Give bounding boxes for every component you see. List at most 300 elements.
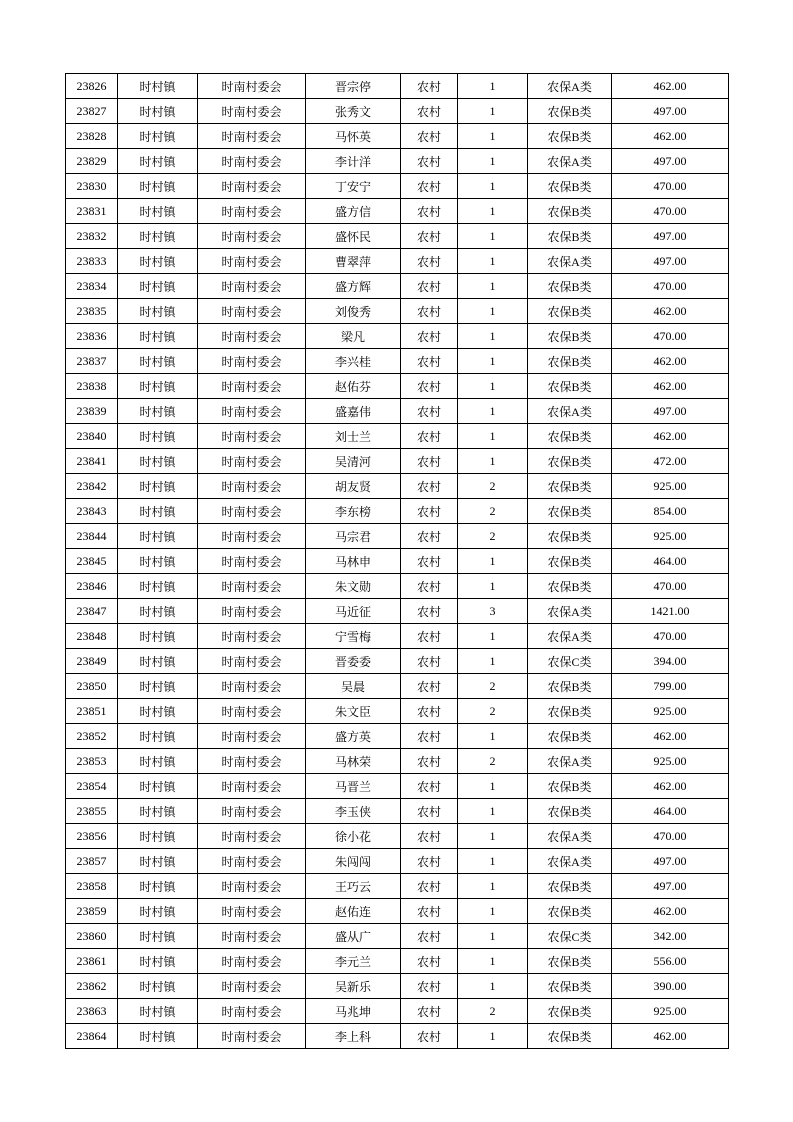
pension-table xyxy=(65,73,729,1049)
cell-amount: 799.00 xyxy=(612,674,729,699)
cell-id: 23852 xyxy=(66,724,118,749)
table-row xyxy=(66,74,729,99)
cell-category: 农村 xyxy=(401,149,458,174)
cell-category: 农村 xyxy=(401,199,458,224)
cell-insurance-type: 农保B类 xyxy=(528,974,612,999)
cell-name: 吴新乐 xyxy=(306,974,401,999)
cell-insurance-type: 农保B类 xyxy=(528,474,612,499)
cell-village: 时南村委会 xyxy=(198,924,306,949)
table-row xyxy=(66,824,729,849)
cell-town: 时村镇 xyxy=(118,899,198,924)
cell-village: 时南村委会 xyxy=(198,499,306,524)
cell-category: 农村 xyxy=(401,899,458,924)
cell-id: 23847 xyxy=(66,599,118,624)
cell-name: 晋宗停 xyxy=(306,74,401,99)
cell-count: 1 xyxy=(458,974,528,999)
cell-category: 农村 xyxy=(401,599,458,624)
cell-town: 时村镇 xyxy=(118,299,198,324)
cell-town: 时村镇 xyxy=(118,699,198,724)
cell-name: 李玉侠 xyxy=(306,799,401,824)
cell-insurance-type: 农保B类 xyxy=(528,449,612,474)
table-row xyxy=(66,974,729,999)
cell-village: 时南村委会 xyxy=(198,424,306,449)
cell-count: 1 xyxy=(458,274,528,299)
cell-category: 农村 xyxy=(401,424,458,449)
cell-insurance-type: 农保A类 xyxy=(528,399,612,424)
cell-amount: 470.00 xyxy=(612,624,729,649)
cell-amount: 462.00 xyxy=(612,424,729,449)
cell-village: 时南村委会 xyxy=(198,799,306,824)
cell-name: 李兴桂 xyxy=(306,349,401,374)
cell-id: 23851 xyxy=(66,699,118,724)
cell-town: 时村镇 xyxy=(118,74,198,99)
cell-village: 时南村委会 xyxy=(198,599,306,624)
cell-id: 23855 xyxy=(66,799,118,824)
cell-category: 农村 xyxy=(401,249,458,274)
cell-amount: 497.00 xyxy=(612,149,729,174)
cell-village: 时南村委会 xyxy=(198,974,306,999)
table-row xyxy=(66,999,729,1024)
cell-count: 1 xyxy=(458,1024,528,1049)
cell-category: 农村 xyxy=(401,824,458,849)
table-row xyxy=(66,624,729,649)
cell-town: 时村镇 xyxy=(118,674,198,699)
cell-id: 23836 xyxy=(66,324,118,349)
cell-amount: 462.00 xyxy=(612,1024,729,1049)
cell-name: 晋委委 xyxy=(306,649,401,674)
cell-town: 时村镇 xyxy=(118,424,198,449)
table-row xyxy=(66,499,729,524)
cell-amount: 925.00 xyxy=(612,999,729,1024)
cell-count: 1 xyxy=(458,849,528,874)
cell-town: 时村镇 xyxy=(118,574,198,599)
cell-name: 徐小花 xyxy=(306,824,401,849)
table-row xyxy=(66,224,729,249)
cell-count: 1 xyxy=(458,574,528,599)
cell-village: 时南村委会 xyxy=(198,374,306,399)
cell-category: 农村 xyxy=(401,99,458,124)
cell-name: 马林申 xyxy=(306,549,401,574)
cell-insurance-type: 农保B类 xyxy=(528,224,612,249)
table-row xyxy=(66,849,729,874)
cell-name: 刘俊秀 xyxy=(306,299,401,324)
cell-amount: 390.00 xyxy=(612,974,729,999)
cell-name: 张秀文 xyxy=(306,99,401,124)
cell-id: 23856 xyxy=(66,824,118,849)
cell-count: 1 xyxy=(458,724,528,749)
cell-town: 时村镇 xyxy=(118,149,198,174)
cell-insurance-type: 农保B类 xyxy=(528,299,612,324)
cell-category: 农村 xyxy=(401,999,458,1024)
table-row xyxy=(66,574,729,599)
cell-name: 丁安宁 xyxy=(306,174,401,199)
cell-insurance-type: 农保B类 xyxy=(528,999,612,1024)
table-row xyxy=(66,899,729,924)
cell-category: 农村 xyxy=(401,649,458,674)
cell-count: 2 xyxy=(458,674,528,699)
cell-category: 农村 xyxy=(401,624,458,649)
cell-name: 盛方辉 xyxy=(306,274,401,299)
cell-village: 时南村委会 xyxy=(198,299,306,324)
cell-town: 时村镇 xyxy=(118,249,198,274)
cell-id: 23846 xyxy=(66,574,118,599)
cell-insurance-type: 农保B类 xyxy=(528,424,612,449)
cell-insurance-type: 农保B类 xyxy=(528,374,612,399)
table-row xyxy=(66,124,729,149)
cell-insurance-type: 农保B类 xyxy=(528,199,612,224)
cell-town: 时村镇 xyxy=(118,849,198,874)
cell-amount: 470.00 xyxy=(612,824,729,849)
cell-insurance-type: 农保A类 xyxy=(528,849,612,874)
cell-village: 时南村委会 xyxy=(198,649,306,674)
cell-id: 23849 xyxy=(66,649,118,674)
cell-village: 时南村委会 xyxy=(198,524,306,549)
cell-amount: 462.00 xyxy=(612,899,729,924)
cell-id: 23857 xyxy=(66,849,118,874)
cell-insurance-type: 农保A类 xyxy=(528,824,612,849)
table-row xyxy=(66,149,729,174)
cell-count: 1 xyxy=(458,824,528,849)
cell-name: 吴清河 xyxy=(306,449,401,474)
cell-name: 马怀英 xyxy=(306,124,401,149)
cell-category: 农村 xyxy=(401,324,458,349)
cell-category: 农村 xyxy=(401,774,458,799)
cell-count: 1 xyxy=(458,799,528,824)
cell-amount: 464.00 xyxy=(612,799,729,824)
cell-insurance-type: 农保B类 xyxy=(528,124,612,149)
cell-id: 23834 xyxy=(66,274,118,299)
table-row xyxy=(66,599,729,624)
cell-village: 时南村委会 xyxy=(198,624,306,649)
cell-name: 李计洋 xyxy=(306,149,401,174)
cell-insurance-type: 农保B类 xyxy=(528,174,612,199)
cell-village: 时南村委会 xyxy=(198,874,306,899)
cell-category: 农村 xyxy=(401,524,458,549)
cell-amount: 394.00 xyxy=(612,649,729,674)
cell-town: 时村镇 xyxy=(118,799,198,824)
cell-insurance-type: 农保B类 xyxy=(528,499,612,524)
cell-name: 王巧云 xyxy=(306,874,401,899)
cell-town: 时村镇 xyxy=(118,649,198,674)
cell-amount: 462.00 xyxy=(612,349,729,374)
cell-amount: 462.00 xyxy=(612,299,729,324)
cell-village: 时南村委会 xyxy=(198,124,306,149)
cell-village: 时南村委会 xyxy=(198,349,306,374)
cell-amount: 497.00 xyxy=(612,874,729,899)
cell-amount: 497.00 xyxy=(612,99,729,124)
cell-count: 1 xyxy=(458,249,528,274)
cell-id: 23844 xyxy=(66,524,118,549)
cell-amount: 462.00 xyxy=(612,124,729,149)
cell-amount: 470.00 xyxy=(612,574,729,599)
cell-id: 23858 xyxy=(66,874,118,899)
cell-village: 时南村委会 xyxy=(198,74,306,99)
cell-town: 时村镇 xyxy=(118,999,198,1024)
table-row xyxy=(66,549,729,574)
cell-count: 1 xyxy=(458,399,528,424)
cell-amount: 497.00 xyxy=(612,849,729,874)
table-row xyxy=(66,449,729,474)
cell-name: 马宗君 xyxy=(306,524,401,549)
cell-id: 23842 xyxy=(66,474,118,499)
cell-amount: 925.00 xyxy=(612,474,729,499)
cell-town: 时村镇 xyxy=(118,274,198,299)
cell-count: 1 xyxy=(458,74,528,99)
table-row xyxy=(66,924,729,949)
cell-id: 23863 xyxy=(66,999,118,1024)
table-row xyxy=(66,274,729,299)
table-row xyxy=(66,424,729,449)
cell-count: 1 xyxy=(458,149,528,174)
cell-insurance-type: 农保B类 xyxy=(528,674,612,699)
cell-name: 盛方英 xyxy=(306,724,401,749)
cell-insurance-type: 农保B类 xyxy=(528,949,612,974)
cell-id: 23850 xyxy=(66,674,118,699)
cell-count: 2 xyxy=(458,999,528,1024)
table-body xyxy=(66,74,729,1049)
cell-town: 时村镇 xyxy=(118,399,198,424)
cell-insurance-type: 农保A类 xyxy=(528,624,612,649)
cell-name: 马林荣 xyxy=(306,749,401,774)
cell-category: 农村 xyxy=(401,349,458,374)
cell-count: 2 xyxy=(458,524,528,549)
cell-village: 时南村委会 xyxy=(198,174,306,199)
cell-amount: 462.00 xyxy=(612,724,729,749)
cell-name: 宁雪梅 xyxy=(306,624,401,649)
cell-town: 时村镇 xyxy=(118,99,198,124)
cell-id: 23845 xyxy=(66,549,118,574)
table-row xyxy=(66,299,729,324)
cell-insurance-type: 农保B类 xyxy=(528,899,612,924)
cell-category: 农村 xyxy=(401,124,458,149)
cell-village: 时南村委会 xyxy=(198,199,306,224)
cell-insurance-type: 农保A类 xyxy=(528,599,612,624)
cell-category: 农村 xyxy=(401,699,458,724)
cell-village: 时南村委会 xyxy=(198,274,306,299)
cell-id: 23827 xyxy=(66,99,118,124)
cell-id: 23854 xyxy=(66,774,118,799)
cell-count: 1 xyxy=(458,549,528,574)
cell-id: 23864 xyxy=(66,1024,118,1049)
cell-category: 农村 xyxy=(401,174,458,199)
table-row xyxy=(66,749,729,774)
cell-village: 时南村委会 xyxy=(198,224,306,249)
cell-insurance-type: 农保B类 xyxy=(528,799,612,824)
cell-id: 23826 xyxy=(66,74,118,99)
cell-category: 农村 xyxy=(401,299,458,324)
cell-town: 时村镇 xyxy=(118,599,198,624)
table-row xyxy=(66,799,729,824)
cell-id: 23839 xyxy=(66,399,118,424)
cell-count: 1 xyxy=(458,124,528,149)
cell-village: 时南村委会 xyxy=(198,899,306,924)
cell-category: 农村 xyxy=(401,274,458,299)
cell-insurance-type: 农保B类 xyxy=(528,349,612,374)
cell-count: 1 xyxy=(458,349,528,374)
cell-count: 2 xyxy=(458,499,528,524)
cell-insurance-type: 农保A类 xyxy=(528,249,612,274)
cell-insurance-type: 农保A类 xyxy=(528,749,612,774)
table-row xyxy=(66,349,729,374)
cell-town: 时村镇 xyxy=(118,374,198,399)
cell-town: 时村镇 xyxy=(118,824,198,849)
table-row xyxy=(66,199,729,224)
cell-amount: 342.00 xyxy=(612,924,729,949)
cell-insurance-type: 农保B类 xyxy=(528,1024,612,1049)
cell-amount: 1421.00 xyxy=(612,599,729,624)
table-row xyxy=(66,1024,729,1049)
cell-id: 23838 xyxy=(66,374,118,399)
cell-count: 1 xyxy=(458,324,528,349)
cell-category: 农村 xyxy=(401,949,458,974)
cell-count: 1 xyxy=(458,374,528,399)
cell-name: 马晋兰 xyxy=(306,774,401,799)
cell-count: 1 xyxy=(458,299,528,324)
cell-insurance-type: 农保B类 xyxy=(528,699,612,724)
cell-count: 2 xyxy=(458,699,528,724)
cell-village: 时南村委会 xyxy=(198,749,306,774)
cell-amount: 470.00 xyxy=(612,199,729,224)
cell-count: 3 xyxy=(458,599,528,624)
cell-village: 时南村委会 xyxy=(198,999,306,1024)
cell-amount: 462.00 xyxy=(612,74,729,99)
cell-town: 时村镇 xyxy=(118,349,198,374)
table-row xyxy=(66,174,729,199)
cell-town: 时村镇 xyxy=(118,499,198,524)
cell-amount: 556.00 xyxy=(612,949,729,974)
table-row xyxy=(66,524,729,549)
cell-name: 曹翠萍 xyxy=(306,249,401,274)
cell-category: 农村 xyxy=(401,374,458,399)
cell-amount: 462.00 xyxy=(612,374,729,399)
cell-town: 时村镇 xyxy=(118,124,198,149)
cell-amount: 470.00 xyxy=(612,324,729,349)
cell-id: 23831 xyxy=(66,199,118,224)
cell-town: 时村镇 xyxy=(118,524,198,549)
cell-amount: 854.00 xyxy=(612,499,729,524)
cell-insurance-type: 农保B类 xyxy=(528,774,612,799)
cell-count: 1 xyxy=(458,424,528,449)
cell-village: 时南村委会 xyxy=(198,399,306,424)
cell-category: 农村 xyxy=(401,1024,458,1049)
cell-village: 时南村委会 xyxy=(198,699,306,724)
cell-name: 赵佑芬 xyxy=(306,374,401,399)
table-row xyxy=(66,99,729,124)
cell-village: 时南村委会 xyxy=(198,449,306,474)
cell-count: 1 xyxy=(458,774,528,799)
cell-name: 李上科 xyxy=(306,1024,401,1049)
cell-count: 1 xyxy=(458,99,528,124)
cell-amount: 462.00 xyxy=(612,774,729,799)
cell-town: 时村镇 xyxy=(118,624,198,649)
cell-count: 1 xyxy=(458,949,528,974)
cell-category: 农村 xyxy=(401,549,458,574)
cell-id: 23853 xyxy=(66,749,118,774)
cell-name: 梁凡 xyxy=(306,324,401,349)
cell-count: 1 xyxy=(458,924,528,949)
cell-insurance-type: 农保B类 xyxy=(528,324,612,349)
cell-category: 农村 xyxy=(401,974,458,999)
cell-town: 时村镇 xyxy=(118,174,198,199)
cell-village: 时南村委会 xyxy=(198,674,306,699)
cell-category: 农村 xyxy=(401,474,458,499)
table-row xyxy=(66,774,729,799)
cell-insurance-type: 农保B类 xyxy=(528,549,612,574)
cell-amount: 925.00 xyxy=(612,749,729,774)
cell-insurance-type: 农保C类 xyxy=(528,649,612,674)
cell-category: 农村 xyxy=(401,399,458,424)
cell-insurance-type: 农保C类 xyxy=(528,924,612,949)
cell-category: 农村 xyxy=(401,224,458,249)
cell-insurance-type: 农保A类 xyxy=(528,74,612,99)
cell-name: 李元兰 xyxy=(306,949,401,974)
cell-town: 时村镇 xyxy=(118,749,198,774)
cell-village: 时南村委会 xyxy=(198,474,306,499)
cell-town: 时村镇 xyxy=(118,774,198,799)
cell-insurance-type: 农保B类 xyxy=(528,274,612,299)
cell-insurance-type: 农保B类 xyxy=(528,574,612,599)
cell-amount: 497.00 xyxy=(612,399,729,424)
cell-village: 时南村委会 xyxy=(198,324,306,349)
cell-id: 23841 xyxy=(66,449,118,474)
cell-category: 农村 xyxy=(401,924,458,949)
cell-town: 时村镇 xyxy=(118,949,198,974)
cell-category: 农村 xyxy=(401,749,458,774)
table-row xyxy=(66,399,729,424)
cell-count: 2 xyxy=(458,474,528,499)
cell-village: 时南村委会 xyxy=(198,549,306,574)
table-row xyxy=(66,324,729,349)
cell-id: 23848 xyxy=(66,624,118,649)
cell-name: 马兆坤 xyxy=(306,999,401,1024)
cell-category: 农村 xyxy=(401,724,458,749)
cell-id: 23840 xyxy=(66,424,118,449)
cell-amount: 925.00 xyxy=(612,699,729,724)
cell-id: 23861 xyxy=(66,949,118,974)
cell-town: 时村镇 xyxy=(118,224,198,249)
table-row xyxy=(66,949,729,974)
cell-town: 时村镇 xyxy=(118,874,198,899)
cell-name: 盛怀民 xyxy=(306,224,401,249)
cell-village: 时南村委会 xyxy=(198,574,306,599)
cell-town: 时村镇 xyxy=(118,449,198,474)
cell-name: 赵佑连 xyxy=(306,899,401,924)
cell-town: 时村镇 xyxy=(118,1024,198,1049)
cell-name: 朱文臣 xyxy=(306,699,401,724)
cell-insurance-type: 农保B类 xyxy=(528,724,612,749)
cell-town: 时村镇 xyxy=(118,199,198,224)
cell-count: 1 xyxy=(458,449,528,474)
cell-town: 时村镇 xyxy=(118,724,198,749)
cell-amount: 470.00 xyxy=(612,174,729,199)
cell-id: 23828 xyxy=(66,124,118,149)
cell-name: 盛方信 xyxy=(306,199,401,224)
cell-town: 时村镇 xyxy=(118,549,198,574)
cell-count: 1 xyxy=(458,649,528,674)
table-row xyxy=(66,374,729,399)
cell-count: 1 xyxy=(458,624,528,649)
cell-village: 时南村委会 xyxy=(198,949,306,974)
cell-id: 23829 xyxy=(66,149,118,174)
cell-amount: 497.00 xyxy=(612,249,729,274)
cell-insurance-type: 农保B类 xyxy=(528,99,612,124)
cell-village: 时南村委会 xyxy=(198,724,306,749)
cell-id: 23832 xyxy=(66,224,118,249)
cell-village: 时南村委会 xyxy=(198,99,306,124)
cell-name: 盛嘉伟 xyxy=(306,399,401,424)
cell-count: 1 xyxy=(458,899,528,924)
cell-village: 时南村委会 xyxy=(198,149,306,174)
